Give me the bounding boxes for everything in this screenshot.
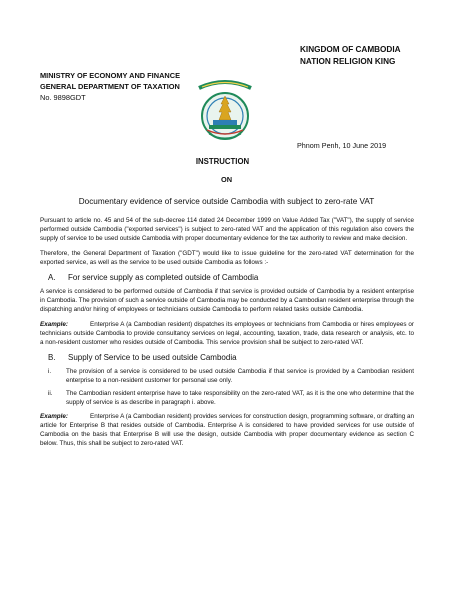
section-b-letter: B. — [48, 353, 56, 362]
list-item — [40, 367, 414, 385]
list-item-text: The Cambodian resident enterprise have to take responsibility on the zero-rated VAT, as it is the one who determine that the supply of service is as describe in paragraph i. above. — [66, 390, 414, 406]
example-text: Enterprise A (a Cambodian resident) dispatches its employees or technicians from Cambodia or hires employees or technicians outside Cambodia to provide consultancy services on legal, accounting, taxation, trade, data research or analysis, etc. to a non-resident customer who resides outside of Cambodia. This service provision shall be subject to zero-rated VAT. — [40, 321, 414, 346]
paragraph-therefore: Therefore, the General Department of Taxation ("GDT") would like to issue guideline for the zero-rated VAT determination for the exported service, as well as the service to be used outside Cambodia as follows :- — [40, 250, 414, 266]
document-subject: Documentary evidence of service outside Cambodia with subject to zero-rate VAT — [78, 197, 375, 206]
document-body — [40, 216, 414, 454]
ministry-name: MINISTRY OF ECONOMY AND FINANCE — [40, 71, 181, 80]
section-b-example — [40, 412, 414, 448]
example-text: Enterprise A (a Cambodian resident) provides services for construction design, programming software, or drafting an article for Enterprise B that resides outside of Cambodia. Enterprise A is considered to have provided services for use outside of Cambodia on the basis that Enterprise B will use the design, outside Cambodia with proper documentary evidence as section C below. Thus, this shall be subject to zero-rated VAT. — [40, 413, 414, 447]
section-a-title: For service supply as completed outside of Cambodia — [68, 273, 259, 282]
document-title — [0, 157, 453, 184]
section-b-list — [40, 367, 414, 407]
section-b-heading — [48, 353, 414, 362]
example-label: Example: — [40, 321, 68, 328]
kingdom-header — [300, 44, 450, 68]
title-line-2: ON — [220, 175, 233, 184]
gdt-seal-icon — [191, 74, 259, 146]
department-name: GENERAL DEPARTMENT OF TAXATION — [40, 82, 180, 91]
list-item-text: The provision of a service is considered to be used outside Cambodia if that service is provided by a Cambodian resident enterprise to a non-resident customer for personal use only. — [66, 368, 414, 384]
paragraph-intro: Pursuant to article no. 45 and 54 of the sub-decree 114 dated 24 December 1999 on Value Added Tax ("VAT"), the supply of service performed outside Cambodia ("exported services") is subject to zero-rated VAT and the application of this regulation also covers the supply of service to be used outside Cambodia with proper documentary evidence for the tax authority to review and make decision. — [40, 217, 414, 242]
section-a-example — [40, 320, 414, 347]
title-line-1: INSTRUCTION — [195, 157, 250, 166]
example-label: Example: — [40, 413, 68, 420]
list-item — [40, 389, 414, 407]
kingdom-motto: NATION RELIGION KING — [300, 57, 396, 66]
kingdom-title: KINGDOM OF CAMBODIA — [300, 45, 401, 54]
section-b-title: Supply of Service to be used outside Cambodia — [68, 353, 237, 362]
section-a-letter: A. — [48, 273, 56, 282]
list-item-number: ii. — [48, 390, 53, 397]
section-a-heading — [48, 273, 414, 282]
document-date: Phnom Penh, 10 June 2019 — [297, 141, 387, 150]
document-number: No. 9898GDT — [40, 93, 86, 102]
list-item-number: i. — [48, 368, 52, 375]
section-a-text: A service is considered to be performed outside of Cambodia if that service is provided outside of Cambodia by a resident enterprise in Cambodia. The provision of such a service outside of Cambodia may be conducted by a Cambodian resident enterprise through the dispatching and/or hiring of employees or technicians outside Cambodia to perform related tasks outside Cambodia. — [40, 288, 414, 313]
